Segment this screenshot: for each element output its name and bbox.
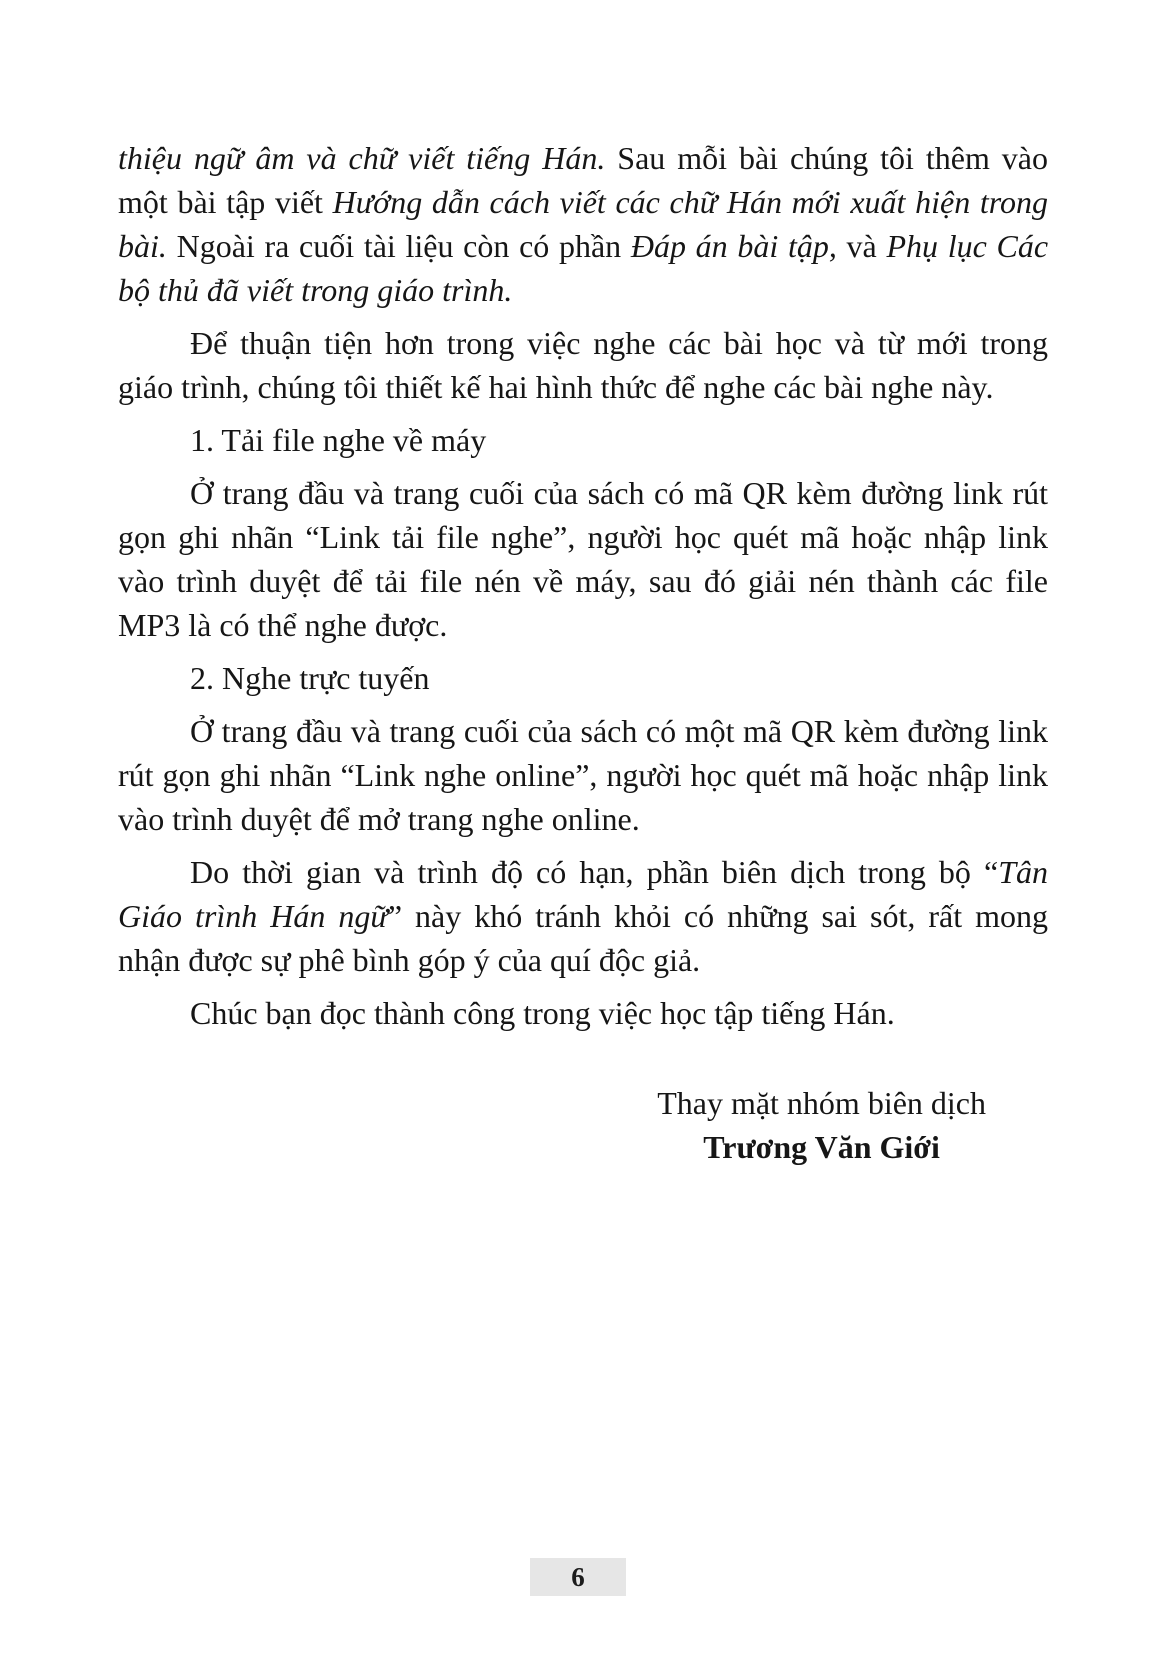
- page-body: [118, 136, 1048, 1169]
- text-segment: 1. Tải file nghe về máy: [190, 422, 487, 458]
- text-segment: Tân Giáo trình Hán ngữ: [118, 854, 1048, 934]
- text-segment: Đáp án bài tập,: [630, 228, 837, 264]
- signature-role: Thay mặt nhóm biên dịch: [657, 1085, 986, 1121]
- text-segment: Do thời gian và trình độ có hạn, phần biên dịch trong bộ “: [190, 854, 999, 890]
- signature-block: [657, 1081, 986, 1169]
- text-segment: Hướng dẫn cách viết các chữ Hán mới xuất hiện trong bài.: [118, 184, 1049, 264]
- paragraph: [118, 850, 1048, 982]
- paragraphs-container: [118, 136, 1048, 1035]
- signature-name: Trương Văn Giới: [703, 1129, 940, 1165]
- text-segment: Phụ lục Các bộ thủ đã viết trong giáo trình.: [118, 228, 1049, 308]
- paragraph: [118, 471, 1048, 647]
- paragraph: [118, 709, 1048, 841]
- text-segment: Ở trang đầu và trang cuối của sách có một mã QR kèm đường link rút gọn ghi nhãn “Link nghe online”, người học quét mã hoặc nhập link vào trình duyệt để mở trang nghe online.: [118, 713, 1048, 837]
- page-number: 6: [571, 1561, 585, 1592]
- text-segment: và: [836, 228, 887, 264]
- text-segment: Để thuận tiện hơn trong việc nghe các bài học và từ mới trong giáo trình, chúng tôi thiết kế hai hình thức để nghe các bài nghe này.: [118, 325, 1048, 405]
- paragraph: [118, 321, 1048, 409]
- paragraph: [118, 136, 1048, 312]
- text-segment: Ngoài ra cuối tài liệu còn có phần: [166, 228, 631, 264]
- text-segment: Ở trang đầu và trang cuối của sách có mã QR kèm đường link rút gọn ghi nhãn “Link tải file nghe”, người học quét mã hoặc nhập link vào trình duyệt để tải file nén về máy, sau đó giải nén thành các file MP3 là có thể nghe được.: [118, 475, 1048, 643]
- paragraph: [118, 991, 1048, 1035]
- page-number-badge: [530, 1558, 626, 1596]
- paragraph: [118, 656, 1048, 700]
- text-segment: 2. Nghe trực tuyến: [190, 660, 430, 696]
- paragraph: [118, 418, 1048, 462]
- text-segment: Chúc bạn đọc thành công trong việc học tập tiếng Hán.: [190, 995, 895, 1031]
- text-segment: Sau mỗi bài chúng tôi thêm vào một bài tập viết: [118, 140, 1049, 220]
- text-segment: ” này khó tránh khỏi có những sai sót, rất mong nhận được sự phê bình góp ý của quí độc giả.: [118, 898, 1049, 978]
- text-segment: thiệu ngữ âm và chữ viết tiếng Hán.: [118, 140, 606, 176]
